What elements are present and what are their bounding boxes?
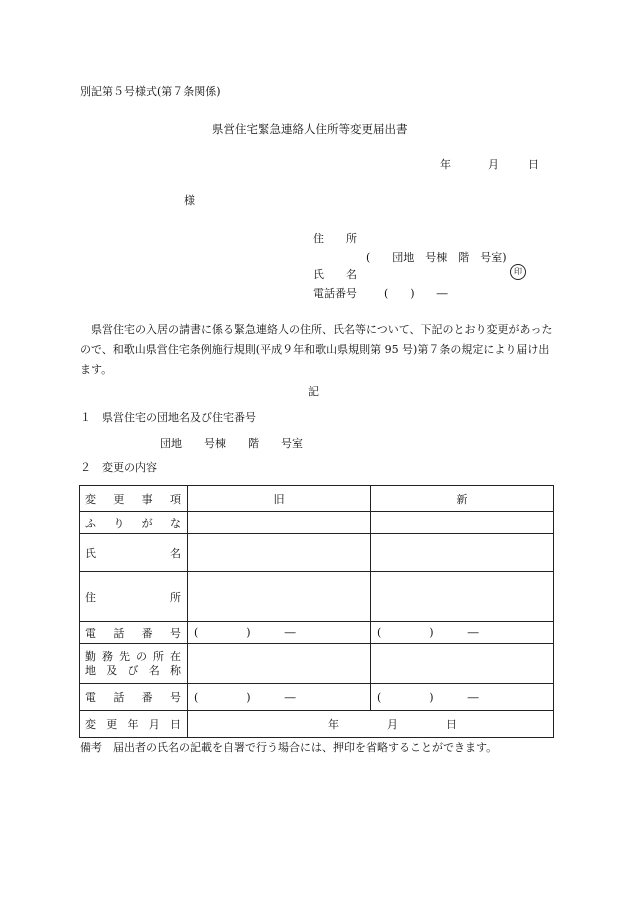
change-date-label-char: 更 [106, 718, 118, 731]
header-item-label [85, 491, 181, 507]
applicant-address-label: 住 所 [313, 232, 357, 245]
table-header-row [80, 486, 554, 512]
change-date-label-char: 変 [85, 718, 96, 731]
applicant-name-label: 氏 名 [313, 268, 357, 281]
row-workplace [80, 644, 554, 684]
address-label-char: 所 [170, 590, 181, 604]
work-phone-label-char: 番 [141, 691, 153, 704]
phone-new-cell: ( ) ― [371, 622, 554, 644]
name-new-cell [371, 534, 554, 572]
workplace-label-line2-char: 及 [106, 663, 118, 677]
phone-label-char: 号 [169, 626, 181, 640]
date-line [440, 158, 539, 172]
row-phone [80, 622, 554, 644]
header-old: 旧 [188, 486, 371, 512]
row-name [80, 534, 554, 572]
workplace-label-line2-char: び [127, 663, 139, 677]
workplace-old-cell [188, 644, 371, 684]
workplace-new-cell [371, 644, 554, 684]
workplace-label-line1-char: の [136, 649, 147, 663]
address-label-char: 住 [85, 590, 96, 604]
furigana-label-char: な [169, 516, 181, 530]
furigana-label-char: ふ [85, 516, 96, 530]
row-change-date [80, 711, 554, 738]
furigana-label-char: が [141, 516, 153, 530]
workplace-label-line1 [85, 650, 181, 664]
workplace-label-line1-char: 務 [102, 649, 113, 663]
work-phone-label-char: 電 [85, 691, 96, 704]
workplace-label-line2-char: 地 [85, 663, 96, 677]
row-work-phone [80, 684, 554, 711]
name-label-char: 名 [170, 546, 181, 560]
workplace-label-line2-char: 名 [148, 663, 160, 677]
workplace-label-line1-char: 勤 [85, 649, 96, 663]
section2-heading: ２ 変更の内容 [80, 461, 157, 474]
change-date-label-char: 日 [170, 718, 181, 731]
furigana-old-cell [188, 512, 371, 534]
phone-label-char: 話 [113, 626, 125, 640]
phone-old-cell: ( ) ― [188, 622, 371, 644]
header-item-label-char: 項 [169, 492, 181, 506]
row-address [80, 572, 554, 622]
name-label-char: 氏 [85, 546, 96, 560]
ki-heading: 記 [308, 385, 319, 398]
header-item-cell [80, 486, 188, 512]
work-phone-new-cell: ( ) ― [371, 684, 554, 711]
phone-label-char: 電 [85, 626, 96, 640]
date-day: 日 [528, 158, 539, 171]
phone-label [85, 625, 181, 641]
date-month: 月 [488, 158, 499, 171]
name-label [85, 545, 181, 561]
workplace-label-line2 [85, 664, 181, 678]
header-new: 新 [371, 486, 554, 512]
change-date-label-char: 年 [127, 718, 139, 731]
furigana-label [85, 515, 181, 531]
date-year: 年 [440, 158, 451, 171]
applicant-phone-label: 電話番号 [313, 287, 357, 300]
header-item-label-char: 更 [113, 492, 125, 506]
form-number: 別記第５号様式(第７条関係) [80, 85, 221, 98]
work-phone-label-char: 号 [169, 691, 181, 704]
furigana-label-char: り [113, 516, 125, 530]
phone-label-char: 番 [141, 626, 153, 640]
work-phone-label-char: 話 [113, 691, 125, 704]
workplace-label-line1-char: 先 [119, 649, 130, 663]
section1-heading: １ 県営住宅の団地名及び住宅番号 [80, 411, 256, 424]
change-date-label-char: 月 [148, 718, 160, 731]
workplace-label-line2-char: 称 [170, 663, 181, 677]
header-item-label-char: 変 [85, 492, 96, 506]
furigana-new-cell [371, 512, 554, 534]
applicant-phone-value: ( ) ― [384, 287, 448, 300]
addressee-suffix: 様 [184, 194, 195, 207]
form-title: 県営住宅緊急連絡人住所等変更届出書 [212, 122, 408, 136]
address-new-cell [371, 572, 554, 622]
work-phone-old-cell: ( ) ― [188, 684, 371, 711]
address-label [85, 589, 181, 605]
body-paragraph: 県営住宅の入居の請書に係る緊急連絡人の住所、氏名等について、下記のとおり変更があったので、和歌山県営住宅条例施行規則(平成９年和歌山県規則第 95 号)第７条の規定により届け出ます。 [80, 323, 553, 376]
work-phone-label [85, 689, 181, 705]
changes-table [79, 485, 554, 738]
remarks-note: 備考 届出者の氏名の記載を自署で行う場合には、押印を省略することができます。 [80, 741, 498, 754]
name-old-cell [188, 534, 371, 572]
applicant-housing-line: ( 団地 号棟 階 号室) [366, 251, 507, 264]
row-furigana [80, 512, 554, 534]
section1-value: 団地 号棟 階 号室 [160, 437, 303, 450]
address-old-cell [188, 572, 371, 622]
change-date-cell: 年 月 日 [188, 711, 554, 738]
header-item-label-char: 事 [141, 492, 153, 506]
workplace-label-line1-char: 所 [153, 649, 164, 663]
workplace-label-line1-char: 在 [170, 649, 181, 663]
change-date-label [85, 716, 181, 732]
seal-icon: 印 [510, 264, 526, 280]
